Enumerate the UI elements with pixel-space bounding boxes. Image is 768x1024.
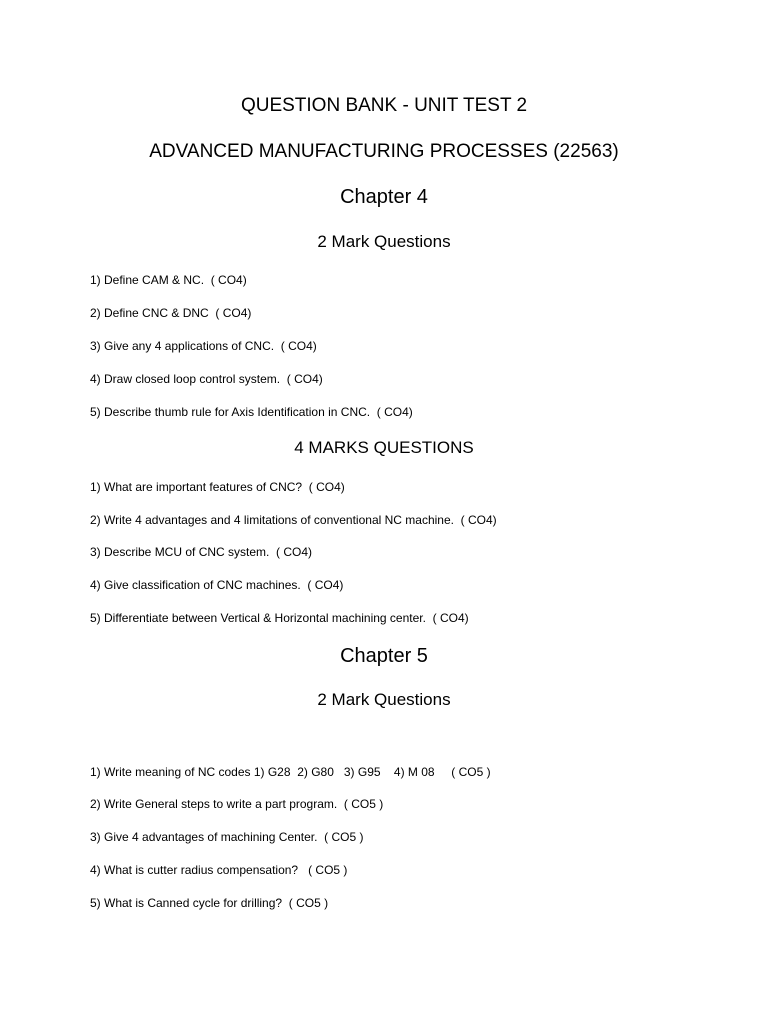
question-item: 2) Write 4 advantages and 4 limitations of conventional NC machine. ( CO4) [90, 513, 497, 527]
subject-title: ADVANCED MANUFACTURING PROCESSES (22563) [149, 141, 619, 162]
question-item: 3) Give any 4 applications of CNC. ( CO4) [90, 339, 317, 353]
chapter-4-two-mark-heading: 2 Mark Questions [317, 232, 451, 251]
question-item: 4) What is cutter radius compensation? ( CO5 ) [90, 863, 348, 877]
question-item: 3) Describe MCU of CNC system. ( CO4) [90, 545, 313, 559]
question-item: 1) Define CAM & NC. ( CO4) [90, 273, 247, 287]
question-item: 2) Write General steps to write a part program. ( CO5 ) [90, 797, 384, 811]
question-item: 1) Write meaning of NC codes 1) G28 2) G80 3) G95 4) M 08 ( CO5 ) [90, 765, 491, 779]
question-item: 5) Differentiate between Vertical & Horizontal machining center. ( CO4) [90, 611, 469, 625]
question-item: 3) Give 4 advantages of machining Center. ( CO5 ) [90, 830, 364, 844]
question-item: 5) Describe thumb rule for Axis Identification in CNC. ( CO4) [90, 405, 413, 419]
question-item: 4) Draw closed loop control system. ( CO4) [90, 372, 323, 386]
chapter-5-heading: Chapter 5 [340, 645, 428, 667]
chapter-4-four-mark-heading: 4 MARKS QUESTIONS [294, 438, 474, 457]
question-item: 5) What is Canned cycle for drilling? ( CO5 ) [90, 896, 329, 910]
question-item: 2) Define CNC & DNC ( CO4) [90, 306, 252, 320]
question-item: 4) Give classification of CNC machines. ( CO4) [90, 578, 344, 592]
document-title: QUESTION BANK - UNIT TEST 2 [240, 95, 528, 116]
chapter-5-two-mark-heading: 2 Mark Questions [317, 690, 451, 709]
question-item: 1) What are important features of CNC? ( CO4) [90, 480, 345, 494]
chapter-4-heading: Chapter 4 [340, 186, 428, 208]
